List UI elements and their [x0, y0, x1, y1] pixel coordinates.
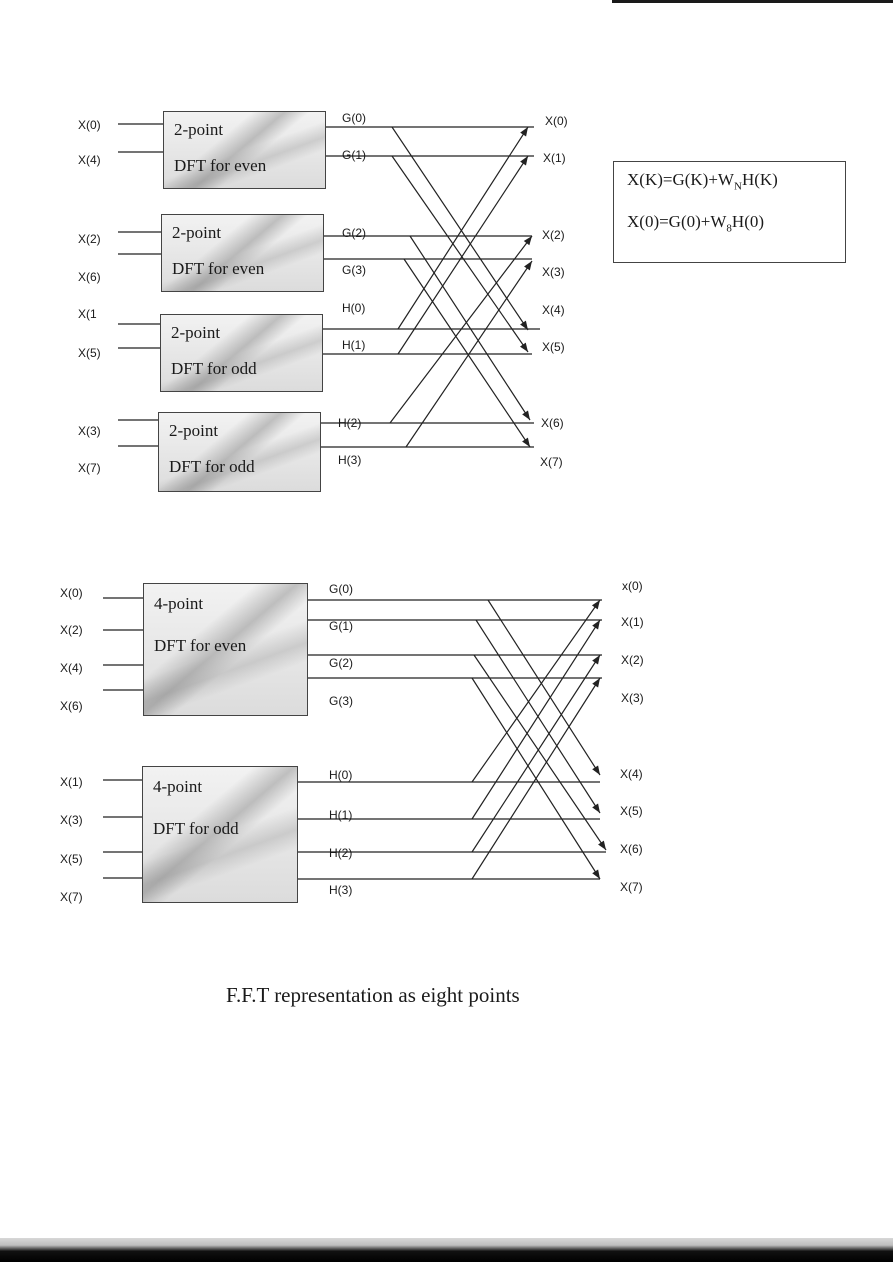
d1-intermediate: G(2) [342, 226, 366, 240]
d2-output: x(0) [622, 579, 643, 593]
d1-intermediate: G(3) [342, 263, 366, 277]
d2-arrowhead [592, 600, 600, 609]
d2-output: X(6) [620, 842, 643, 856]
dft-title: 2-point [169, 421, 219, 440]
dft-subtitle: DFT for even [174, 156, 267, 175]
d1-input: X(3) [78, 424, 101, 438]
dft-title: 2-point [174, 120, 224, 139]
d2-arrowhead [592, 804, 600, 813]
d2-intermediate: H(3) [329, 883, 353, 897]
formula-line-1 [627, 170, 778, 192]
scan-bottom-edge [0, 1238, 893, 1262]
d1-output: X(1) [543, 151, 566, 165]
d2-output: X(1) [621, 615, 644, 629]
d1-intermediate: H(3) [338, 453, 362, 467]
d2-intermediate: H(2) [329, 846, 353, 860]
d1-butterfly-wire [398, 127, 528, 329]
d2-input: X(4) [60, 661, 83, 675]
formula-box [613, 161, 846, 263]
d1-intermediate: H(0) [342, 301, 366, 315]
dft-title: 4-point [153, 777, 203, 796]
dft-title: 2-point [171, 323, 221, 342]
d2-output: X(5) [620, 804, 643, 818]
d1-arrowhead [524, 236, 532, 245]
d1-arrowhead [520, 343, 528, 352]
d2-input: X(2) [60, 623, 83, 637]
d1-dft-block [161, 214, 324, 292]
dft-title: 2-point [172, 223, 222, 242]
d1-butterfly-wire [392, 156, 528, 352]
d2-butterfly-wire [472, 600, 600, 782]
dft-subtitle: DFT for even [154, 636, 247, 655]
dft-subtitle: DFT for odd [171, 359, 257, 378]
figure-caption: F.F.T representation as eight points [226, 983, 520, 1007]
d1-dft-block [160, 314, 323, 392]
d2-intermediate: G(1) [329, 619, 353, 633]
d1-input: X(2) [78, 232, 101, 246]
d2-arrowhead [592, 620, 600, 629]
d2-input: X(7) [60, 890, 83, 904]
d2-input: X(0) [60, 586, 83, 600]
d1-arrowhead [522, 438, 530, 447]
formula-line-2-tail: H(0) [731, 212, 765, 231]
d1-arrowhead [524, 261, 532, 270]
d1-arrowhead [520, 156, 528, 165]
d1-output: X(6) [541, 416, 564, 430]
d1-input: X(5) [78, 346, 101, 360]
d1-intermediate: H(2) [338, 416, 362, 430]
d2-input: X(1) [60, 775, 83, 789]
formula-line-2-head: X(0)=G(0)+W [627, 212, 727, 231]
d1-output: X(0) [545, 114, 568, 128]
d2-arrowhead [592, 655, 600, 664]
formula-line-1-sub: N [733, 180, 742, 193]
d2-output: X(4) [620, 767, 643, 781]
d1-input: X(4) [78, 153, 101, 167]
d2-intermediate: H(0) [329, 768, 353, 782]
d1-dft-block [163, 111, 326, 189]
d1-intermediate: G(1) [342, 148, 366, 162]
formula-line-2 [627, 212, 764, 234]
formula-line-1-tail: H(K) [741, 170, 778, 189]
d1-output: X(4) [542, 303, 565, 317]
d2-intermediate: G(3) [329, 694, 353, 708]
d1-butterfly-wire [404, 259, 530, 447]
d2-arrowhead [592, 678, 600, 687]
d2-input: X(6) [60, 699, 83, 713]
dft-title: 4-point [154, 594, 204, 613]
dft-subtitle: DFT for even [172, 259, 265, 278]
d1-output: X(2) [542, 228, 565, 242]
d1-output: X(3) [542, 265, 565, 279]
d1-input: X(0) [78, 118, 101, 132]
d2-dft-block [143, 583, 308, 716]
d2-output: X(7) [620, 880, 643, 894]
d2-arrowhead [598, 841, 606, 850]
d2-arrowhead [592, 766, 600, 775]
d2-input: X(5) [60, 852, 83, 866]
d1-arrowhead [520, 127, 528, 136]
formula-line-2-sub: 8 [726, 222, 732, 235]
d2-dft-block [142, 766, 298, 903]
d1-output: X(7) [540, 455, 563, 469]
d1-intermediate: G(0) [342, 111, 366, 125]
d2-output: X(2) [621, 653, 644, 667]
d2-intermediate: G(0) [329, 582, 353, 596]
d2-butterfly-wire [488, 600, 600, 775]
d1-butterfly-wire [392, 127, 528, 330]
d1-input: X(1 [78, 307, 97, 321]
formula-line-1-head: X(K)=G(K)+W [627, 170, 734, 189]
dft-subtitle: DFT for odd [169, 457, 255, 476]
d1-intermediate: H(1) [342, 338, 366, 352]
d1-dft-block [158, 412, 321, 492]
d2-output: X(3) [621, 691, 644, 705]
d1-arrowhead [522, 411, 530, 420]
d2-intermediate: G(2) [329, 656, 353, 670]
dft-subtitle: DFT for odd [153, 819, 239, 838]
d2-input: X(3) [60, 813, 83, 827]
d1-input: X(6) [78, 270, 101, 284]
d2-butterfly-wire [472, 620, 600, 819]
d2-butterfly-wire [472, 655, 600, 852]
d1-output: X(5) [542, 340, 565, 354]
d2-arrowhead [592, 870, 600, 879]
d2-intermediate: H(1) [329, 808, 353, 822]
d1-input: X(7) [78, 461, 101, 475]
